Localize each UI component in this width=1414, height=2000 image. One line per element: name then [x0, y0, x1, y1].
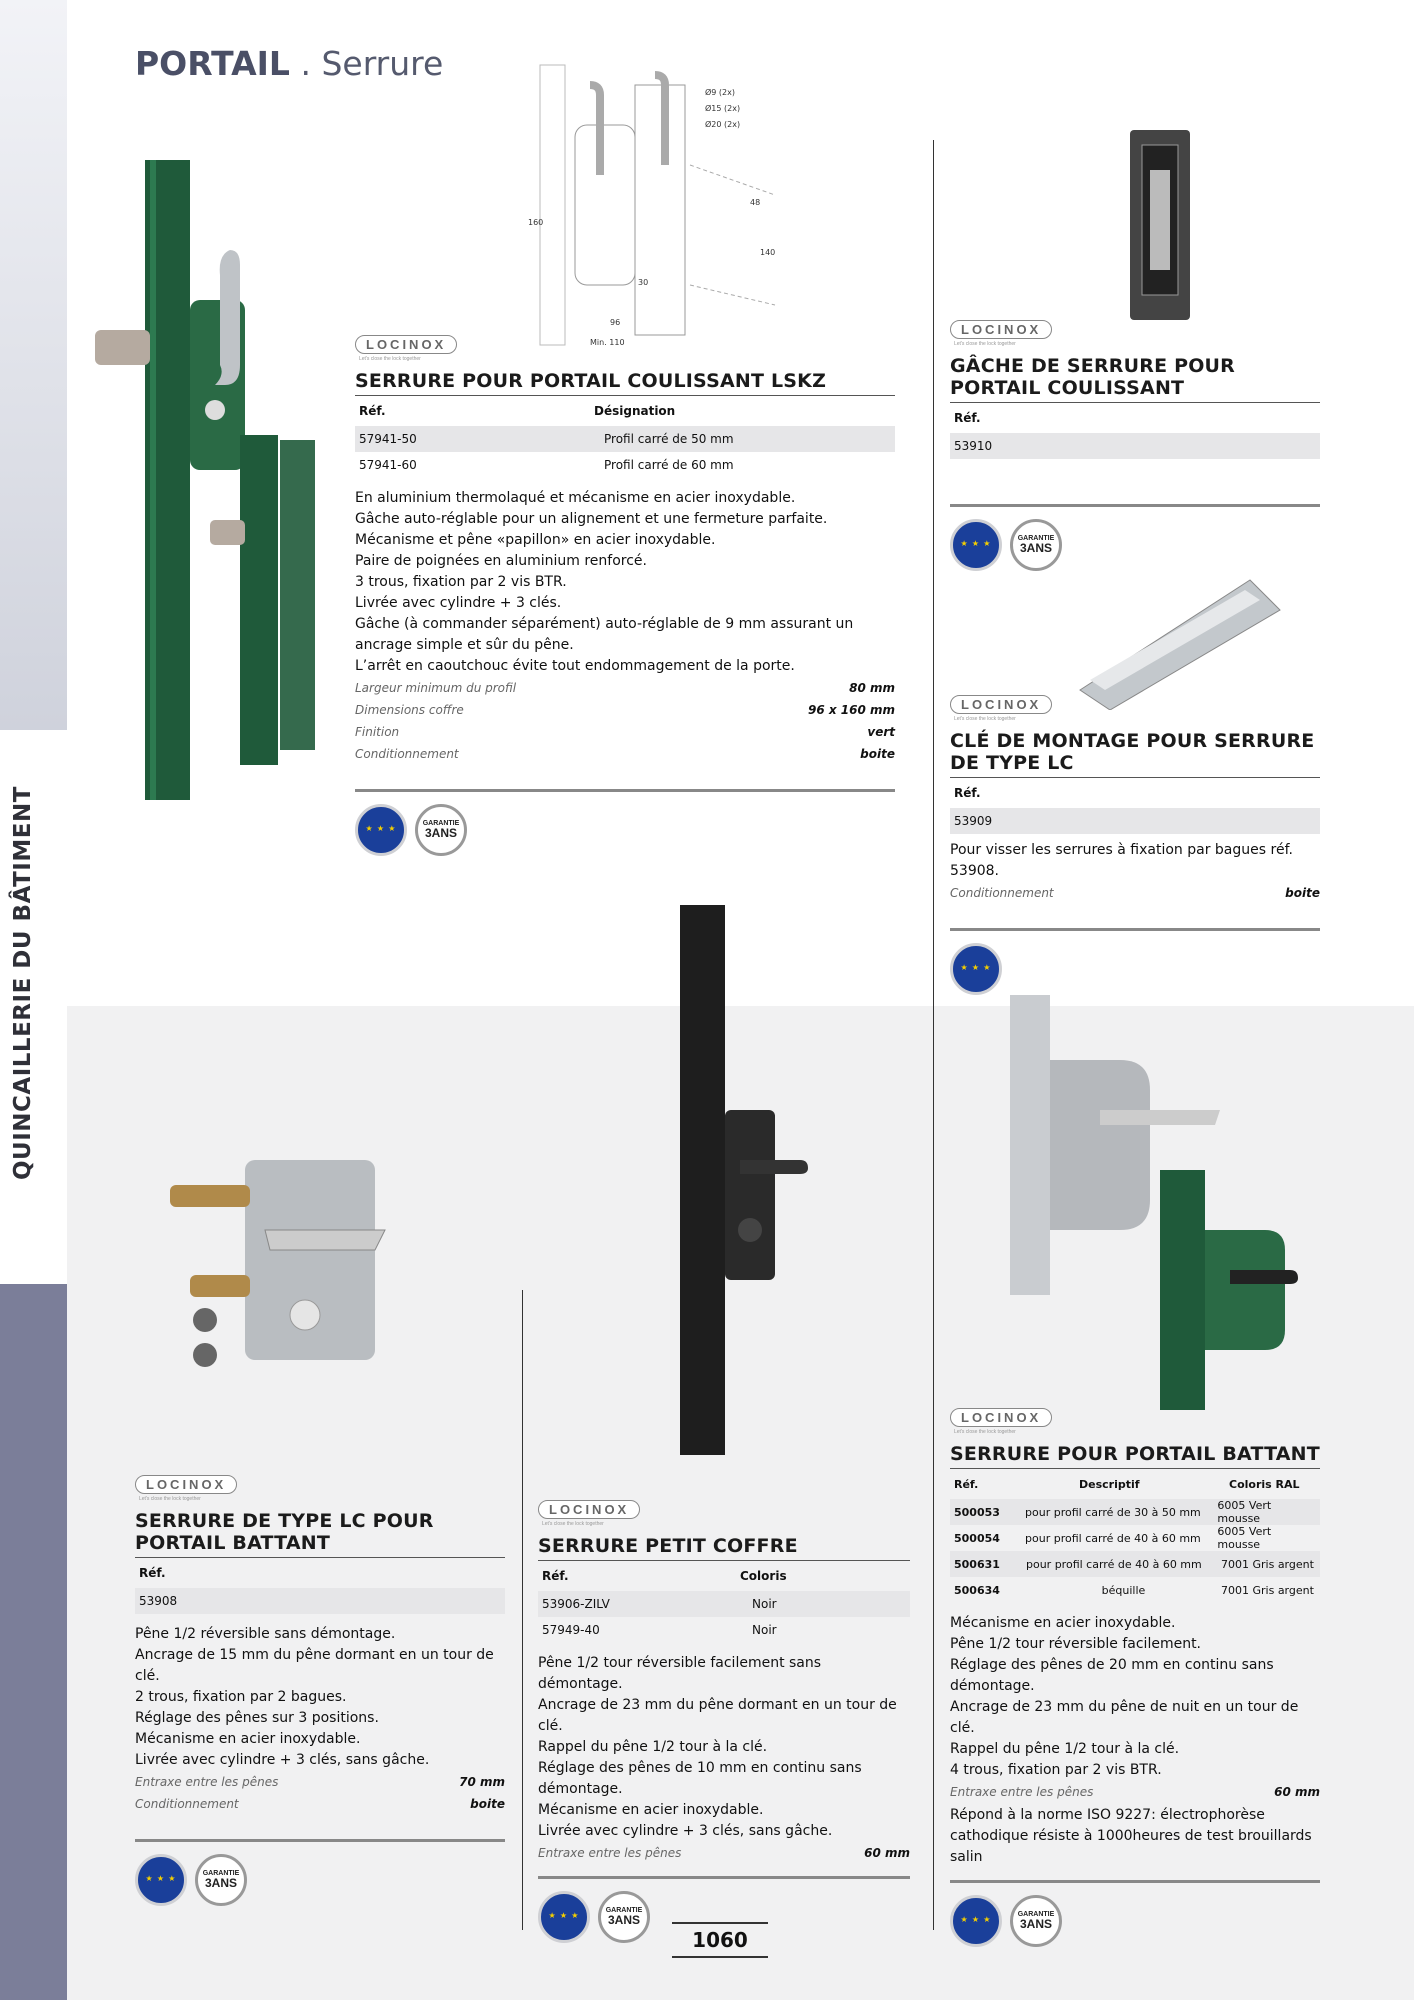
table-row: 500054 pour profil carré de 40 à 60 mm 6005 Vert mousse [954, 1525, 1272, 1551]
desc-line: Ancrage de 23 mm du pêne de nuit en un tour de clé. [950, 1699, 1299, 1736]
cle-title: CLÉ DE MONTAGE POUR SERRURE DE TYPE LC [950, 730, 1320, 778]
divider [135, 1839, 505, 1842]
gache-section [950, 320, 1320, 571]
lskz-brand-logo: LOCINOX [355, 335, 457, 354]
desc-line: Rappel du pêne 1/2 tour à la clé. [950, 1741, 1180, 1757]
gache-brand-logo: LOCINOX [950, 320, 1052, 339]
lc-section [135, 1475, 505, 1906]
cle-brand-logo: LOCINOX [950, 695, 1052, 714]
lskz-title: SERRURE POUR PORTAIL COULISSANT LSKZ [355, 370, 895, 396]
petit-description [538, 1653, 910, 1842]
divider [355, 789, 895, 792]
table-row [950, 433, 1320, 459]
lskz-col-ref: Réf. [359, 404, 386, 418]
desc-line: Pêne 1/2 tour réversible facilement sans démontage. [538, 1655, 822, 1692]
spec-row: Finition vert [355, 725, 895, 739]
warranty-badge: GARANTIE 3ANS [598, 1891, 650, 1943]
side-bar-bottom [0, 1284, 67, 2000]
battant-title: SERRURE POUR PORTAIL BATTANT [950, 1443, 1320, 1469]
lc-badges [135, 1854, 505, 1906]
desc-line: Ancrage de 15 mm du pêne dormant en un tour de clé. [135, 1647, 494, 1684]
lc-description [135, 1624, 505, 1771]
table-row: 500631 pour profil carré de 40 à 60 mm 7001 Gris argent [950, 1551, 1320, 1577]
cle-table-header: Réf. [954, 786, 981, 800]
table-row [355, 452, 895, 478]
diagram-label-h140: 140 [760, 248, 776, 257]
spec-row: Conditionnement boite [950, 886, 1320, 900]
battant-product-image [990, 990, 1320, 1420]
side-bar-top [0, 0, 67, 730]
title-bold: PORTAIL [135, 44, 290, 83]
gache-table-header: Réf. [954, 411, 981, 425]
table-row: 500053 pour profil carré de 30 à 50 mm 6005 Vert mousse [950, 1499, 1320, 1525]
battant-description [950, 1613, 1320, 1781]
cle-description: Pour visser les serrures à fixation par bagues réf. 53908. [950, 842, 1293, 879]
divider [950, 504, 1320, 507]
desc-line: Mécanisme en acier inoxydable. [135, 1731, 361, 1747]
spec-row: Conditionnement boite [135, 1797, 505, 1811]
petit-coffre-section [538, 1500, 910, 1943]
row-ref: 53908 [139, 1594, 178, 1608]
petit-title: SERRURE PETIT COFFRE [538, 1535, 910, 1561]
title-rest: . Serrure [300, 44, 444, 83]
desc-line: L’arrêt en caoutchouc évite tout endommagement de la porte. [355, 658, 795, 674]
eu-flag-icon [950, 519, 1002, 571]
desc-line: Réglage des pênes sur 3 positions. [135, 1710, 379, 1726]
row-des: Profil carré de 60 mm [604, 458, 734, 472]
diagram-label-h48: 48 [750, 198, 761, 207]
battant-norm: Répond à la norme ISO 9227: électrophorèse cathodique résiste à 1000heures de test brouillards salin [950, 1807, 1312, 1865]
divider [950, 1880, 1320, 1883]
desc-line: Mécanisme en acier inoxydable. [538, 1802, 764, 1818]
table-row: 53906-ZILV Noir [538, 1591, 910, 1617]
warranty-badge: GARANTIE 3ANS [1010, 1895, 1062, 1947]
gache-product-image [1120, 125, 1200, 325]
cle-section [950, 695, 1320, 995]
battant-brand-sub: Let's close the lock together [954, 1429, 1016, 1435]
warranty-badge: GARANTIE 3ANS [1010, 519, 1062, 571]
petit-table-header: Réf. Coloris [542, 1569, 787, 1583]
eu-flag-icon [538, 1891, 590, 1943]
gache-brand-sub: Let's close the lock together [954, 341, 1016, 347]
table-row [355, 426, 895, 452]
desc-line: Réglage des pênes de 20 mm en continu sans démontage. [950, 1657, 1274, 1694]
battant-badges [950, 1895, 1320, 1947]
desc-line: Paire de poignées en aluminium renforcé. [355, 553, 647, 569]
diagram-label-w30: 30 [638, 278, 649, 287]
diagram-label-d20: Ø20 (2x) [705, 120, 741, 129]
side-bar [0, 0, 67, 2000]
lskz-badges [355, 804, 895, 856]
row-ref: 57941-60 [359, 458, 417, 472]
desc-line: Livrée avec cylindre + 3 clés, sans gâche. [135, 1752, 430, 1768]
spec-row: Entraxe entre les pênes 70 mm [135, 1775, 505, 1789]
spec-row: Entraxe entre les pênes 60 mm [538, 1846, 910, 1860]
eu-flag-icon [950, 943, 1002, 995]
table-row [135, 1588, 505, 1614]
table-row: 57949-40 Noir [542, 1623, 777, 1637]
lskz-table-header [355, 396, 895, 426]
eu-flag-icon [355, 804, 407, 856]
desc-line: 2 trous, fixation par 2 bagues. [135, 1689, 347, 1705]
lc-brand-logo: LOCINOX [135, 1475, 237, 1494]
desc-line: Pêne 1/2 réversible sans démontage. [135, 1626, 396, 1642]
lc-product-image [160, 1150, 390, 1380]
section-label: QUINCAILLERIE DU BÂTIMENT [10, 786, 36, 1180]
lskz-col-des: Désignation [594, 404, 676, 418]
desc-line: Pêne 1/2 tour réversible facilement. [950, 1636, 1202, 1652]
lskz-technical-diagram [520, 55, 780, 355]
warranty-badge: GARANTIE 3ANS [415, 804, 467, 856]
desc-line: Livrée avec cylindre + 3 clés, sans gâche. [538, 1823, 833, 1839]
lc-table-header: Réf. [139, 1566, 166, 1580]
desc-line: 3 trous, fixation par 2 vis BTR. [355, 574, 567, 590]
desc-line: Gâche (à commander séparément) auto-réglable de 9 mm assurant un ancrage simple et sûr du pêne. [355, 616, 854, 653]
desc-line: Gâche auto-réglable pour un alignement et une fermeture parfaite. [355, 511, 828, 527]
table-row: 500634 béquille 7001 Gris argent [954, 1583, 1314, 1597]
lskz-section [355, 335, 895, 856]
divider-right [933, 140, 934, 1930]
diagram-label-d15: Ø15 (2x) [705, 104, 741, 113]
lskz-product-image [90, 150, 320, 810]
row-ref: 53910 [954, 439, 993, 453]
gache-title: GÂCHE DE SERRURE POUR PORTAIL COULISSANT [950, 355, 1320, 403]
diagram-label-d9: Ø9 (2x) [705, 88, 735, 97]
gache-badges [950, 519, 1320, 571]
lskz-brand-sub: Let's close the lock together [359, 356, 421, 362]
petit-coffre-product-image [660, 900, 810, 1460]
spec-row: Conditionnement boite [355, 747, 895, 761]
eu-flag-icon [950, 1895, 1002, 1947]
page-number: 1060 [672, 1922, 768, 1958]
lskz-description [355, 488, 895, 677]
divider-middle [522, 1290, 523, 1930]
row-ref: 57941-50 [359, 432, 417, 446]
row-ref: 53909 [954, 814, 993, 828]
desc-line: Ancrage de 23 mm du pêne dormant en un tour de clé. [538, 1697, 897, 1734]
cle-brand-sub: Let's close the lock together [954, 716, 1016, 722]
diagram-label-min110: Min. 110 [590, 338, 625, 347]
table-row [950, 808, 1320, 834]
diagram-label-w96: 96 [610, 318, 621, 327]
spec-row: Largeur minimum du profil 80 mm [355, 681, 895, 695]
lc-title: SERRURE DE TYPE LC POUR PORTAIL BATTANT [135, 1510, 505, 1558]
row-des: Profil carré de 50 mm [604, 432, 734, 446]
desc-line: Rappel du pêne 1/2 tour à la clé. [538, 1739, 768, 1755]
divider [538, 1876, 910, 1879]
desc-line: 4 trous, fixation par 2 vis BTR. [950, 1762, 1162, 1778]
eu-flag-icon [135, 1854, 187, 1906]
desc-line: Réglage des pênes de 10 mm en continu sans démontage. [538, 1760, 862, 1797]
cle-badges [950, 943, 1320, 995]
desc-line: Mécanisme en acier inoxydable. [950, 1615, 1176, 1631]
warranty-badge: GARANTIE 3ANS [195, 1854, 247, 1906]
desc-line: En aluminium thermolaqué et mécanisme en acier inoxydable. [355, 490, 796, 506]
desc-line: Livrée avec cylindre + 3 clés. [355, 595, 562, 611]
cle-product-image [1070, 570, 1290, 710]
petit-brand-logo: LOCINOX [538, 1500, 640, 1519]
divider [950, 928, 1320, 931]
battant-table-header: Réf. Descriptif Coloris RAL [954, 1477, 1300, 1491]
lc-brand-sub: Let's close the lock together [139, 1496, 201, 1502]
diagram-label-h160: 160 [528, 218, 544, 227]
spec-row: Entraxe entre les pênes 60 mm [950, 1785, 1320, 1799]
page-title [135, 44, 443, 83]
petit-brand-sub: Let's close the lock together [542, 1521, 604, 1527]
battant-section [950, 1408, 1320, 1947]
battant-brand-logo: LOCINOX [950, 1408, 1052, 1427]
spec-row: Dimensions coffre 96 x 160 mm [355, 703, 895, 717]
desc-line: Mécanisme et pêne «papillon» en acier inoxydable. [355, 532, 716, 548]
